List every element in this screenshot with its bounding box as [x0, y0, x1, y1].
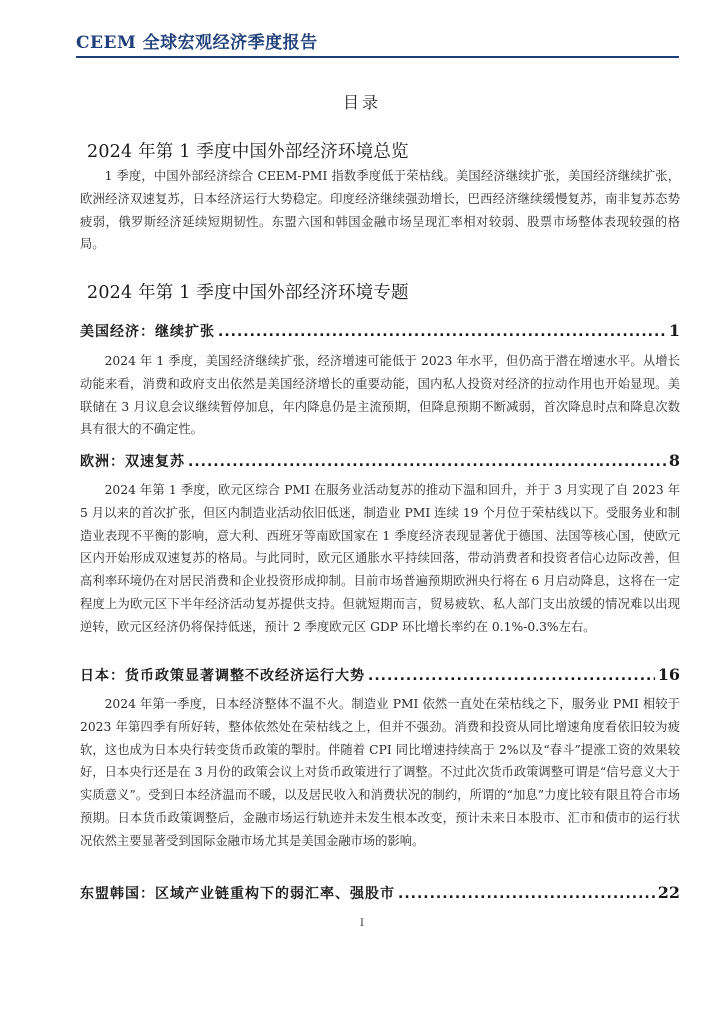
toc-entry-page: 8	[668, 451, 680, 470]
toc-entry-title: 美国经济：继续扩张	[80, 324, 215, 340]
toc-entry-page: 16	[657, 665, 680, 684]
special-heading: 2024 年第 1 季度中国外部经济环境专题	[87, 283, 409, 303]
toc-entry-summary: 2024 年第 1 季度，欧元区综合 PMI 在服务业活动复苏的推动下温和回升，并于 3 月实现了自 2023 年 5 月以来的首次扩张，但区内制造业活动依旧低迷，制造业 PMI 连续 19 个月位于荣枯线以下。受服务业和制造业表现不平衡的影响，意大利、西班牙等南欧国家在 1 季度经济表现显著优于德国、法国等核心国，使欧元区内开始形成双速复苏的格局。与此同时，欧元区通胀水平持续回落，带动消费者和投资者信心边际改善，但高利率环境仍在对居民消费和企业投资形成抑制。目前市场普遍预期欧洲央行将在 6 月启动降息，这将在一定程度上为欧元区下半年经济活动复苏提供支持。但就短期而言，贸易疲软、私人部门支出放缓的情况难以出现逆转，欧元区经济仍将保持低迷，预计 2 季度欧元区 GDP 环比增长率约在 0.1%-0.3%左右。	[80, 483, 680, 634]
dot-leader	[368, 668, 655, 684]
dot-leader	[188, 454, 666, 470]
page-number: I	[360, 918, 364, 929]
report-title: CEEM 全球宏观经济季度报告	[76, 33, 318, 53]
toc-entry-page: 1	[668, 321, 680, 340]
overview-paragraph: 1 季度，中国外部经济综合 CEEM-PMI 指数季度低于荣枯线。美国经济继续扩张，美国经济继续扩张，欧洲经济双速复苏，日本经济运行大势稳定。印度经济继续强劲增长，巴西经济继续缓慢复苏，南非复苏态势疲弱，俄罗斯经济延续短期韧性。东盟六国和韩国金融市场呈现汇率相对较弱、股票市场整体表现较强的格局。	[80, 169, 680, 252]
dot-leader	[218, 324, 666, 340]
toc-entry-title: 东盟韩国：区域产业链重构下的弱汇率、强股市	[80, 886, 395, 902]
toc-entry-title: 日本：货币政策显著调整不改经济运行大势	[80, 668, 365, 684]
toc-entry-europe[interactable]	[80, 451, 680, 475]
dot-leader	[398, 886, 655, 902]
toc-entry-asean-korea[interactable]	[80, 883, 680, 907]
toc-heading: 目录	[342, 93, 381, 112]
toc-entry-summary: 2024 年第一季度，日本经济整体不温不火。制造业 PMI 依然一直处在荣枯线之下，服务业 PMI 相较于 2023 年第四季有所好转，整体依然处在荣枯线之上，但并不强劲。消费和投资从同比增速角度看依旧较为疲软，这也成为日本央行转变货币政策的掣肘。伴随着 CPI 同比增速持续高于 2%以及“春斗”提涨工资的效果较好，日本央行还是在 3 月份的政策会议上对货币政策进行了调整。不过此次货币政策调整可谓是“信号意义大于实质意义”。受到日本经济温而不暖，以及居民收入和消费状况的制约，所谓的“加息”力度比较有限且符合市场预期。日本货币政策调整后，金融市场运行轨迹并未发生根本改变，预计未来日本股市、汇市和债市的运行状况依然主要显著受到国际金融市场尤其是美国金融市场的影响。	[80, 697, 680, 848]
toc-entry-page: 22	[657, 883, 680, 902]
toc-entry-us[interactable]	[80, 321, 680, 345]
overview-heading: 2024 年第 1 季度中国外部经济环境总览	[87, 142, 409, 162]
page-header	[76, 26, 676, 64]
toc-entry-summary: 2024 年 1 季度，美国经济继续扩张，经济增速可能低于 2023 年水平，但仍高于潜在增速水平。从增长动能来看，消费和政府支出依然是美国经济增长的重要动能，国内私人投资对经济的拉动作用也开始显现。美联储在 3 月议息会议继续暂停加息，年内降息仍是主流预期，但降息预期不断减弱，首次降息时点和降息次数具有很大的不确定性。	[80, 354, 680, 437]
toc-entry-japan[interactable]	[80, 665, 680, 689]
toc-entry-title: 欧洲：双速复苏	[80, 454, 185, 470]
header-divider	[76, 56, 679, 58]
